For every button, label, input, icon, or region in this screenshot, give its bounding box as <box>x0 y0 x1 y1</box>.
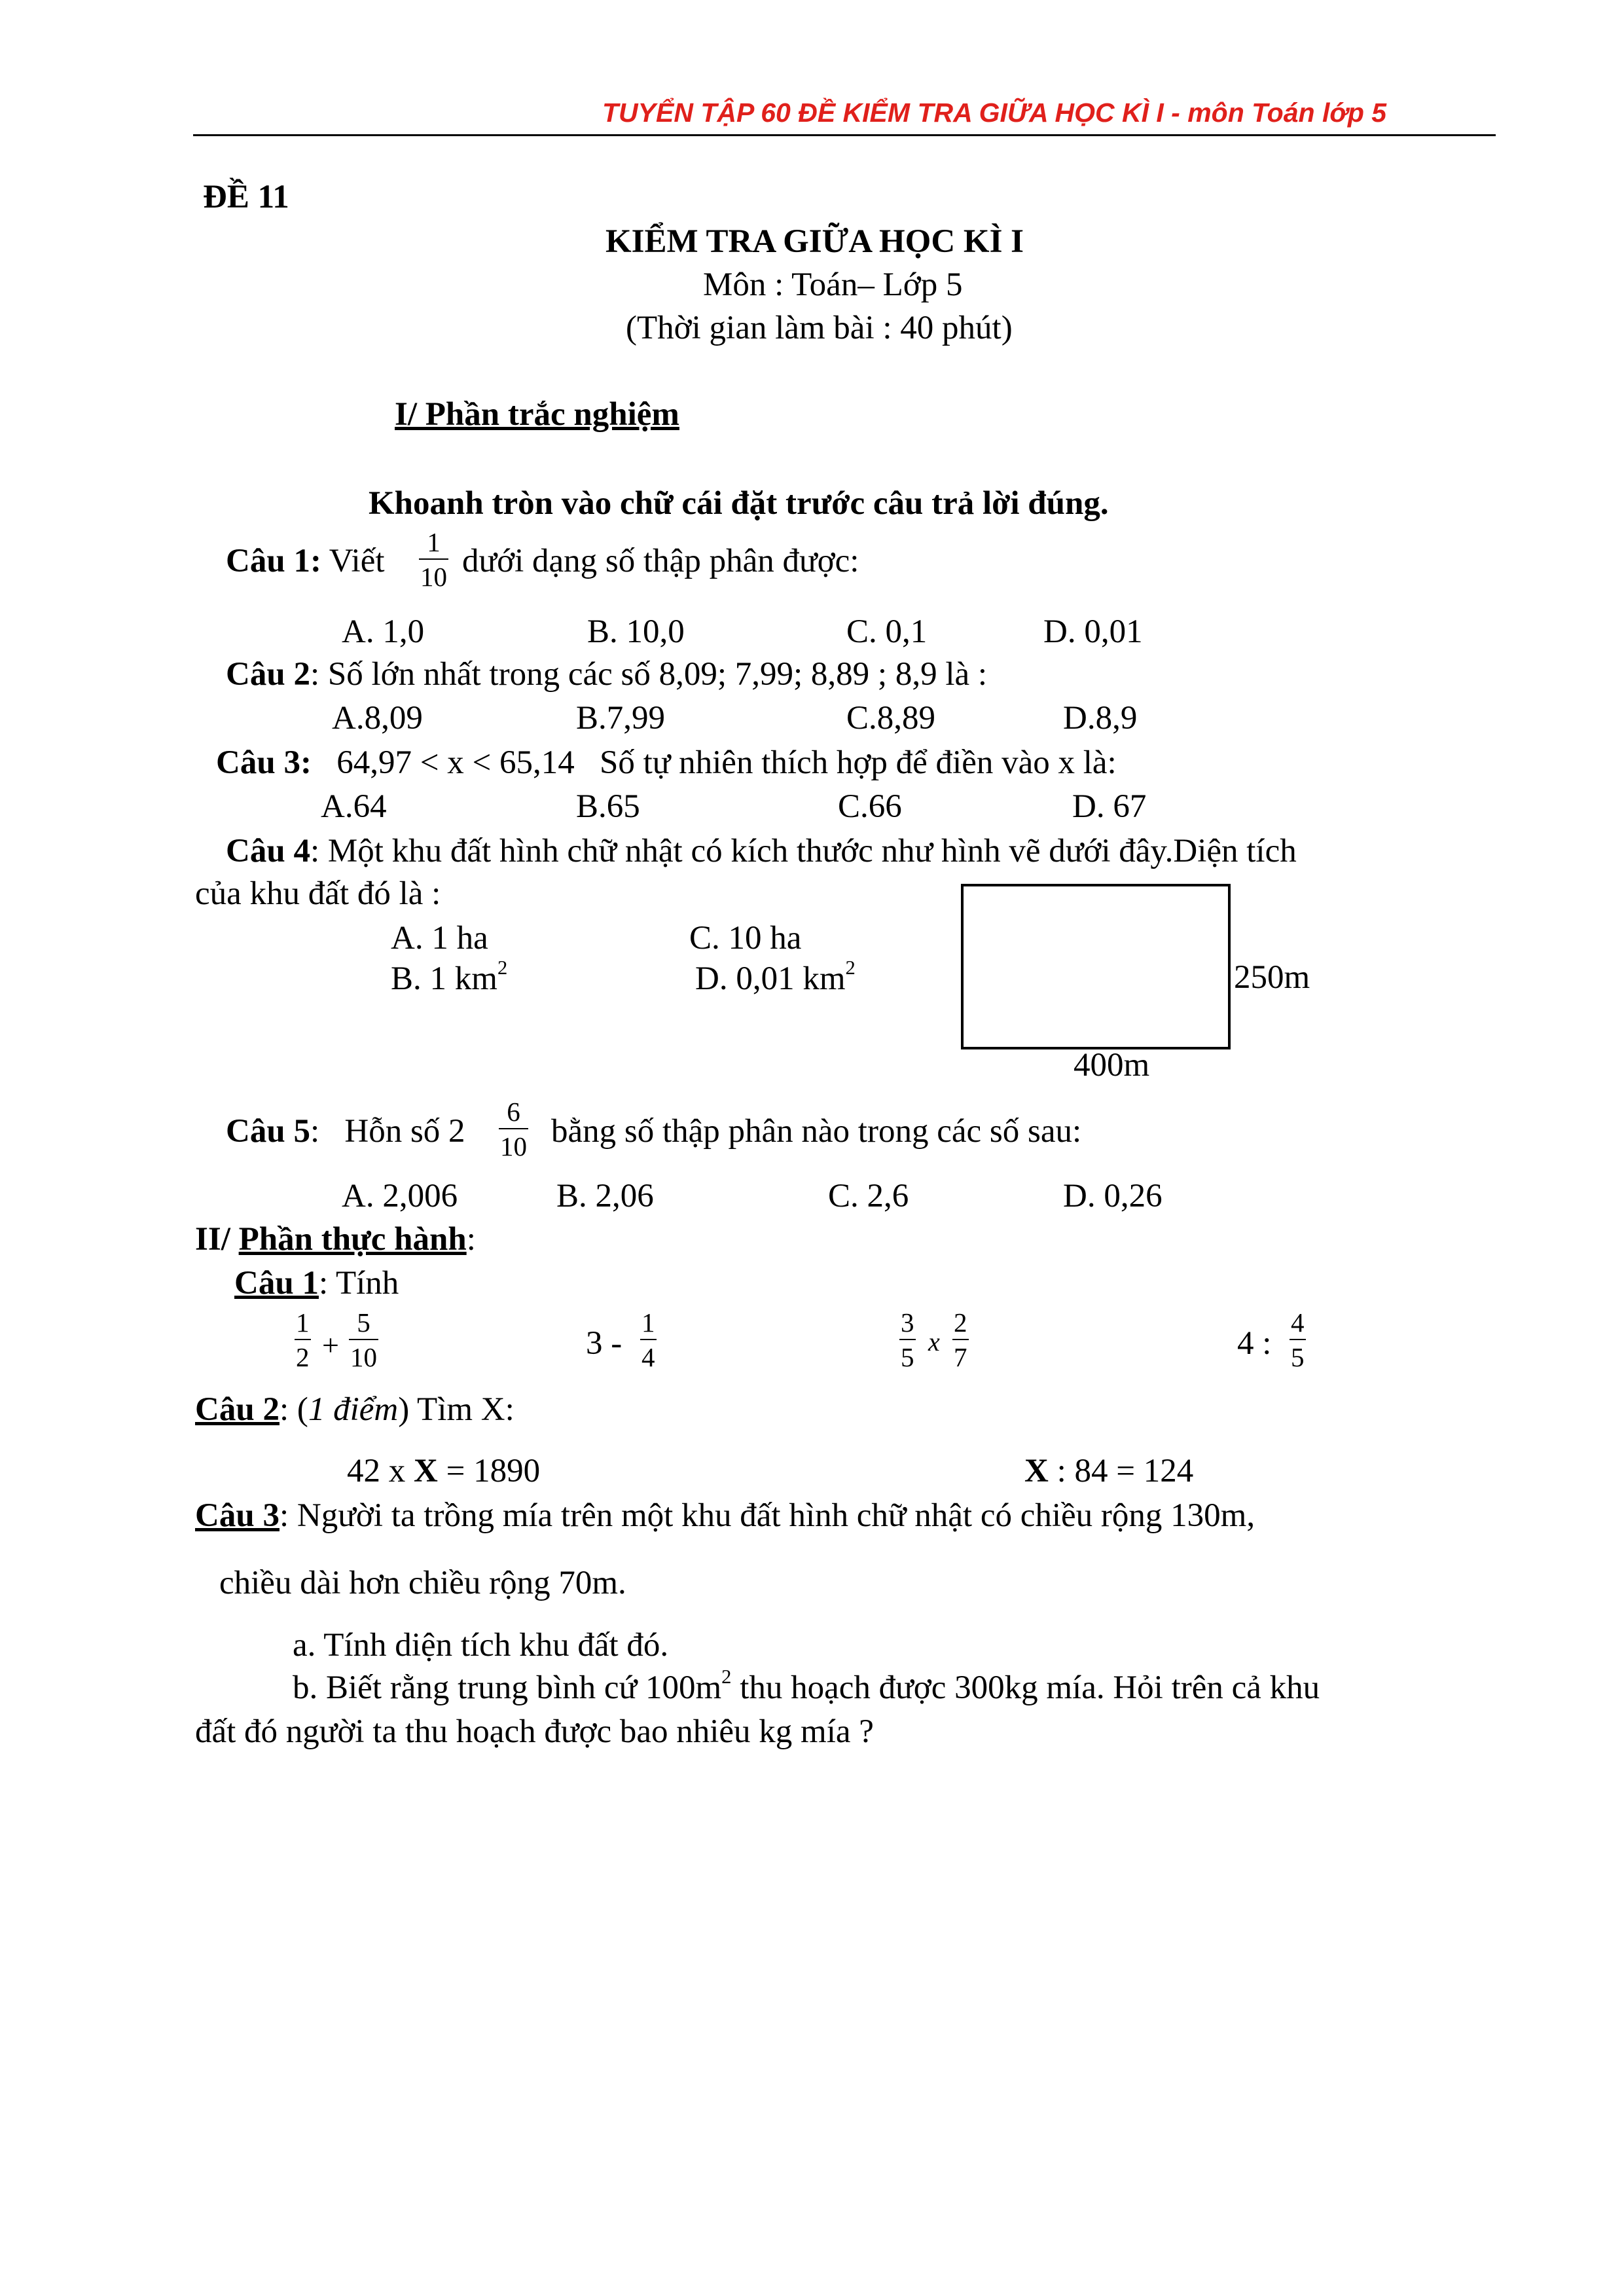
practice-question-3-part-a: a. Tính diện tích khu đất đó. <box>293 1627 669 1664</box>
q5-option-a: A. 2,006 <box>342 1178 458 1214</box>
part2-heading <box>195 1223 476 1256</box>
fraction-numerator: 1 <box>641 1307 655 1338</box>
q4-option-b-exponent: 2 <box>497 957 508 979</box>
part-b-text-cont: thu hoạch được 300kg mía. Hỏi trên cả khu <box>731 1669 1320 1706</box>
fraction-denominator: 10 <box>500 1131 527 1161</box>
fraction-denominator: 5 <box>1291 1342 1305 1372</box>
question-1-label: Câu 1: <box>226 543 321 579</box>
question-1-pre: Viết <box>329 543 385 579</box>
practice-question-2 <box>195 1393 514 1427</box>
expr3-fraction-b <box>952 1309 969 1371</box>
practice-question-2-points: 1 điểm <box>308 1391 399 1428</box>
question-4-label: Câu 4 <box>226 833 310 869</box>
fraction-denominator: 4 <box>641 1342 655 1372</box>
equation-2 <box>1024 1455 1193 1488</box>
fraction-bar <box>295 1339 311 1340</box>
fraction-denominator: 10 <box>420 562 447 592</box>
question-5-text: bằng số thập phân nào trong các số sau: <box>551 1113 1082 1150</box>
q4-option-d <box>695 957 856 997</box>
q3-option-d: D. 67 <box>1072 788 1147 825</box>
fraction-denominator: 5 <box>901 1342 914 1372</box>
series-title: TUYỂN TẬP 60 ĐỀ KIỂM TRA GIỮA HỌC KÌ I - môn Toán lớp 5 <box>602 98 1387 128</box>
part1-instruction: Khoanh tròn vào chữ cái đặt trước câu trả lời đúng. <box>369 485 1109 522</box>
q1-option-d: D. 0,01 <box>1043 613 1143 650</box>
exam-number: ĐỀ 11 <box>203 179 289 215</box>
question-2 <box>226 658 987 691</box>
equation-1-right: = 1890 <box>437 1453 541 1489</box>
practice-question-3 <box>195 1499 1255 1533</box>
question-1 <box>226 545 385 578</box>
fraction-numerator: 4 <box>1291 1307 1305 1338</box>
rectangle-height-label: 250m <box>1234 959 1310 996</box>
question-3-label: Câu 3: <box>216 744 312 781</box>
question-2-label: Câu 2 <box>226 656 310 693</box>
expr3-fraction-a <box>899 1309 916 1371</box>
equation-2-right: : 84 = 124 <box>1048 1453 1194 1489</box>
q2-option-b: B.7,99 <box>576 700 666 737</box>
expr1-fraction-a <box>295 1309 311 1371</box>
fraction-numerator: 1 <box>296 1307 310 1338</box>
practice-question-3-text: : Người ta trồng mía trên một khu đất hình chữ nhật có chiều rộng 130m, <box>279 1497 1255 1534</box>
expr2-lhs: 3 - <box>586 1325 623 1362</box>
question-4 <box>226 835 1297 868</box>
q4-option-b <box>391 957 508 997</box>
fraction-denominator: 7 <box>954 1342 967 1372</box>
practice-question-3-label: Câu 3 <box>195 1497 280 1534</box>
expr4-fraction <box>1290 1309 1306 1371</box>
fraction-bar <box>349 1339 378 1340</box>
expr2-fraction <box>640 1309 657 1371</box>
q5-option-c: C. 2,6 <box>828 1178 909 1214</box>
q5-option-b: B. 2,06 <box>556 1178 654 1214</box>
q3-option-c: C.66 <box>838 788 902 825</box>
fraction-bar <box>499 1128 528 1129</box>
practice-question-3-part-b-line2: đất đó người ta thu hoạch được bao nhiêu kg mía ? <box>195 1713 874 1750</box>
fraction-bar <box>640 1339 657 1340</box>
practice-question-2-pre: : ( <box>279 1391 308 1428</box>
question-1-fraction <box>419 529 448 591</box>
practice-question-1-label: Câu 1 <box>234 1265 319 1302</box>
practice-question-2-text: ) Tìm X: <box>398 1391 514 1428</box>
fraction-numerator: 3 <box>901 1307 914 1338</box>
fraction-bar <box>1290 1339 1306 1340</box>
part-b-text: b. Biết rằng trung bình cứ 100m <box>293 1669 722 1706</box>
part1-heading: I/ Phần trắc nghiệm <box>395 396 679 433</box>
practice-question-3-text-line2: chiều dài hơn chiều rộng 70m. <box>219 1565 626 1601</box>
question-4-text: : Một khu đất hình chữ nhật có kích thước như hình vẽ dưới đây.Diện tích <box>310 833 1297 869</box>
question-1-text: dưới dạng số thập phân được: <box>462 543 859 579</box>
question-4-text-line2: của khu đất đó là : <box>195 875 441 912</box>
q4-option-a: A. 1 ha <box>391 920 488 957</box>
land-rectangle-figure <box>961 884 1231 1049</box>
equation-2-unknown: X <box>1024 1453 1049 1489</box>
q4-option-d-text: D. 0,01 km <box>695 960 846 997</box>
question-5 <box>226 1115 465 1148</box>
q5-option-d: D. 0,26 <box>1063 1178 1163 1214</box>
expr3-operator: x <box>928 1327 940 1357</box>
q2-option-d: D.8,9 <box>1063 700 1138 737</box>
q2-option-a: A.8,09 <box>332 700 423 737</box>
part2-heading-text: Phần thực hành <box>238 1221 467 1258</box>
q4-option-d-exponent: 2 <box>845 957 856 979</box>
fraction-bar <box>899 1339 916 1340</box>
practice-question-3-part-b <box>293 1666 1320 1706</box>
expr4-lhs: 4 : <box>1237 1325 1272 1362</box>
exam-subject: Môn : Toán– Lớp 5 <box>703 266 963 303</box>
equation-1-left: 42 x <box>347 1453 414 1489</box>
exam-title: KIỂM TRA GIỮA HỌC KÌ I <box>605 223 1024 260</box>
part-b-exponent: 2 <box>721 1666 732 1688</box>
rectangle-width-label: 400m <box>1074 1047 1150 1084</box>
part2-heading-suffix: : <box>466 1221 476 1258</box>
q1-option-c: C. 0,1 <box>846 613 928 650</box>
fraction-numerator: 5 <box>357 1307 370 1338</box>
practice-question-1-text: : Tính <box>318 1265 399 1302</box>
q1-option-a: A. 1,0 <box>342 613 425 650</box>
question-3-text: 64,97 < x < 65,14 Số tự nhiên thích hợp để điền vào x là: <box>336 744 1117 781</box>
fraction-numerator: 6 <box>507 1097 520 1127</box>
q1-option-b: B. 10,0 <box>587 613 685 650</box>
equation-1-unknown: X <box>414 1453 438 1489</box>
q3-option-b: B.65 <box>576 788 640 825</box>
question-2-text: : Số lớn nhất trong các số 8,09; 7,99; 8,89 ; 8,9 là : <box>310 656 988 693</box>
part2-heading-prefix: II/ <box>195 1221 230 1258</box>
fraction-denominator: 2 <box>296 1342 310 1372</box>
q4-option-c: C. 10 ha <box>689 920 802 957</box>
fraction-bar <box>419 558 448 560</box>
practice-question-1 <box>234 1267 399 1300</box>
expr1-operator: + <box>322 1328 339 1362</box>
fraction-numerator: 1 <box>427 527 441 557</box>
q3-option-a: A.64 <box>321 788 387 825</box>
question-5-pre: : Hỗn số 2 <box>310 1113 465 1150</box>
fraction-numerator: 2 <box>954 1307 967 1338</box>
q2-option-c: C.8,89 <box>846 700 936 737</box>
header-divider <box>193 134 1496 136</box>
q4-option-b-text: B. 1 km <box>391 960 497 997</box>
question-5-fraction <box>499 1099 528 1160</box>
question-3 <box>216 746 1117 780</box>
fraction-bar <box>952 1339 969 1340</box>
exam-duration: (Thời gian làm bài : 40 phút) <box>626 310 1013 346</box>
fraction-denominator: 10 <box>350 1342 377 1372</box>
practice-question-2-label: Câu 2 <box>195 1391 280 1428</box>
question-5-label: Câu 5 <box>226 1113 310 1150</box>
expr1-fraction-b <box>349 1309 378 1371</box>
equation-1 <box>347 1455 540 1488</box>
